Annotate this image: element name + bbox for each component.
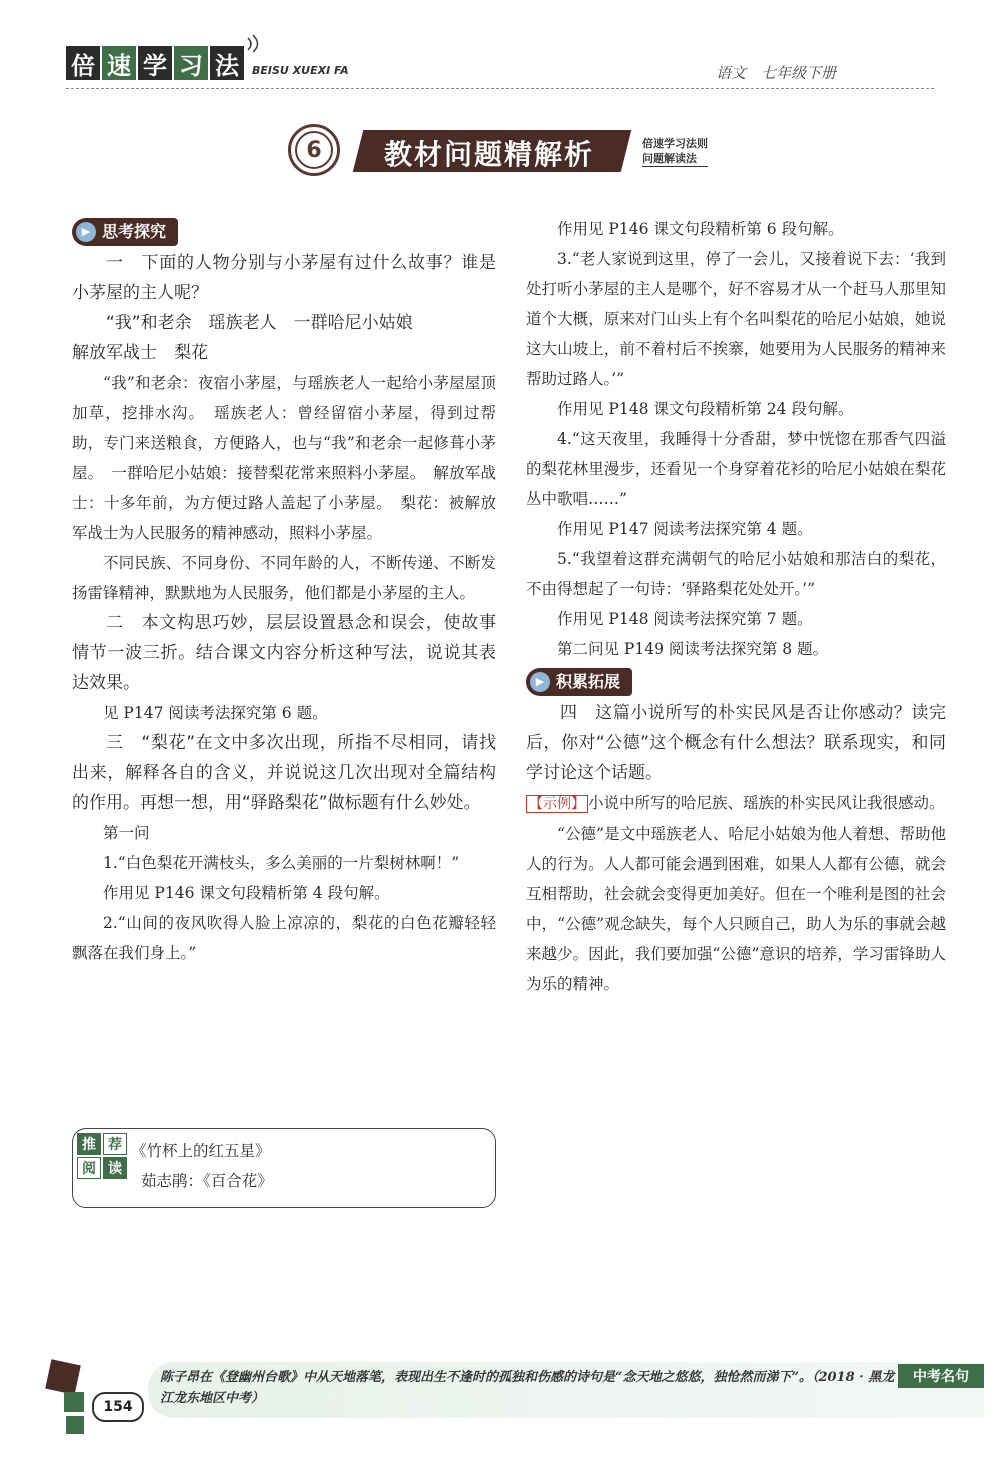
brand-char: 法 (210, 46, 244, 80)
section-number: 6 (295, 131, 333, 169)
brand-char: 习 (174, 46, 208, 80)
answer-ref: 作用见 P147 阅读考法探究第 4 题。 (557, 520, 813, 538)
quote-item: 3.“老人家说到这里，停了一会儿，又接着说下去：‘我到处打听小茅屋的主人是哪个，好不容易才从一个赶马人那里知道个大概，原来对门山头上有个名叫梨花的哈尼小姑娘，她说这大山坡上，前不着村后不挨寨，她要用为人民服务的精神来帮助过路人。’” (526, 250, 946, 388)
answer-ref: 作用见 P148 课文句段精析第 24 段句解。 (557, 400, 854, 418)
page-number: 154 (92, 1392, 144, 1422)
section-title-banner (288, 124, 728, 178)
play-icon: ▶ (76, 222, 96, 242)
answer-ref: 作用见 P146 课文句段精析第 4 段句解。 (103, 884, 390, 902)
quote-item: 4.“这天夜里，我睡得十分香甜，梦中恍惚在那香气四溢的梨花林里漫步，还看见一个身穿着花衫的哈尼小姑娘在梨花丛中歌唱……” (526, 430, 946, 508)
question-1: 一 下面的人物分别与小茅屋有过什么故事？谁是小茅屋的主人呢？ (72, 253, 496, 303)
footer-decoration (64, 1392, 84, 1412)
play-icon: ▶ (530, 672, 550, 692)
section-title: 教材问题精解析 (384, 138, 595, 171)
question-1-names: 解放军战士 梨花 (72, 343, 208, 363)
example-tag: 【示例】 (526, 795, 588, 813)
answer-paragraph (526, 788, 946, 819)
section-number-badge (288, 124, 340, 176)
brand-english: BEISU XUEXI FA (252, 64, 349, 77)
label-char: 推 (77, 1133, 101, 1155)
header-divider (66, 88, 934, 89)
brand-logo (66, 46, 246, 80)
badge-label: 思考探究 (102, 222, 167, 241)
label-char: 读 (103, 1157, 127, 1179)
question-2: 二 本文构思巧妙，层层设置悬念和误会，使故事情节一波三折。结合课文内容分析这种写法，说说其表达效果。 (72, 613, 496, 693)
answer-paragraph: “公德”是文中瑶族老人、哈尼小姑娘为他人着想、帮助他人的行为。人人都可能会遇到困难，如果人人都有公德，就会互相帮助，社会就会变得更加美好。但在一个唯利是图的社会中，“公德”观念缺失，每个人只顾自己，助人为乐的事就会越来越少。因此，我们要加强“公德”意识的培养，学习雷锋助人为乐的精神。 (526, 825, 946, 993)
side-note-line: 倍速学习法则 (642, 137, 708, 150)
brand-char: 倍 (66, 46, 100, 80)
label-char: 荐 (103, 1133, 127, 1155)
side-note-line: 问题解读法 (642, 152, 697, 165)
footer-tag: 中考名句 (898, 1364, 984, 1388)
quote-item: 2.“山间的夜风吹得人脸上凉凉的，梨花的白色花瓣轻轻飘落在我们身上。” (72, 914, 496, 962)
reading-item: 茹志鹃：《百合花》 (141, 1172, 273, 1190)
answer-paragraph: “我”和老余：夜宿小茅屋，与瑶族老人一起给小茅屋屋顶加草，挖排水沟。 瑶族老人：曾经留宿小茅屋，得到过帮助，专门来送粮食，方便路人，也与“我”和老余一起修葺小茅屋。 一群哈尼小姑娘：接替梨花常来照料小茅屋。 解放军战士：十多年前，为方便过路人盖起了小茅屋。 梨花：被解放军战士为人民服务的精神感动，照料小茅屋。 (72, 374, 496, 542)
answer-paragraph: 不同民族、不同身份、不同年龄的人，不断传递、不断发扬雷锋精神，默默地为人民服务，他们都是小茅屋的主人。 (72, 554, 496, 602)
recommended-reading-box (72, 1128, 496, 1208)
label-char: 阅 (77, 1157, 101, 1179)
brand-char: 学 (138, 46, 172, 80)
badge-label: 积累拓展 (556, 672, 621, 691)
answer-ref: 见 P147 阅读考法探究第 6 题。 (103, 704, 328, 722)
subject-grade: 语文 七年级下册 (716, 64, 837, 82)
recommended-reading-label (77, 1133, 127, 1179)
example-text: 小说中所写的哈尼族、瑶族的朴实民风让我很感动。 (588, 794, 945, 812)
sub-question-label: 第一问 (103, 824, 150, 842)
quote-item: 1.“白色梨花开满枝头，多么美丽的一片梨树林啊！” (103, 854, 460, 872)
footer-quote: 陈子昂在《登幽州台歌》中从天地落笔，表现出生不逢时的孤独和伤感的诗句是“念天地之悠悠，独怆然而涕下”。（2018 · 黑龙江龙东地区中考） (160, 1370, 895, 1406)
section-side-note (642, 136, 708, 167)
quote-item: 5.“我望着这群充满朝气的哈尼小姑娘和那洁白的梨花，不由得想起了一句诗：‘驿路梨花处处开。’” (526, 550, 946, 598)
badge-expansion (526, 668, 632, 696)
footer-decoration (45, 1359, 81, 1395)
signal-wave-icon (244, 32, 268, 54)
answer-ref: 作用见 P146 课文句段精析第 6 段句解。 (557, 220, 844, 238)
badge-thinking (72, 218, 178, 246)
footer-decoration (66, 1416, 84, 1434)
right-column (526, 214, 946, 999)
question-3: 三 “梨花”在文中多次出现，所指不尽相同，请找出来，解释各自的含义，并说说这几次出现对全篇结构的作用。再想一想，用“驿路梨花”做标题有什么妙处。 (72, 733, 496, 813)
answer-ref: 第二问见 P149 阅读考法探究第 8 题。 (557, 640, 829, 658)
left-column (72, 214, 496, 968)
brand-char: 速 (102, 46, 136, 80)
question-4: 四 这篇小说所写的朴实民风是否让你感动？读完后，你对“公德”这个概念有什么想法？联系现实，和同学讨论这个话题。 (526, 703, 946, 783)
question-1-names: “我”和老余 瑶族老人 一群哈尼小姑娘 (106, 313, 413, 333)
reading-item: 《竹杯上的红五星》 (131, 1142, 271, 1160)
answer-ref: 作用见 P148 阅读考法探究第 7 题。 (557, 610, 813, 628)
